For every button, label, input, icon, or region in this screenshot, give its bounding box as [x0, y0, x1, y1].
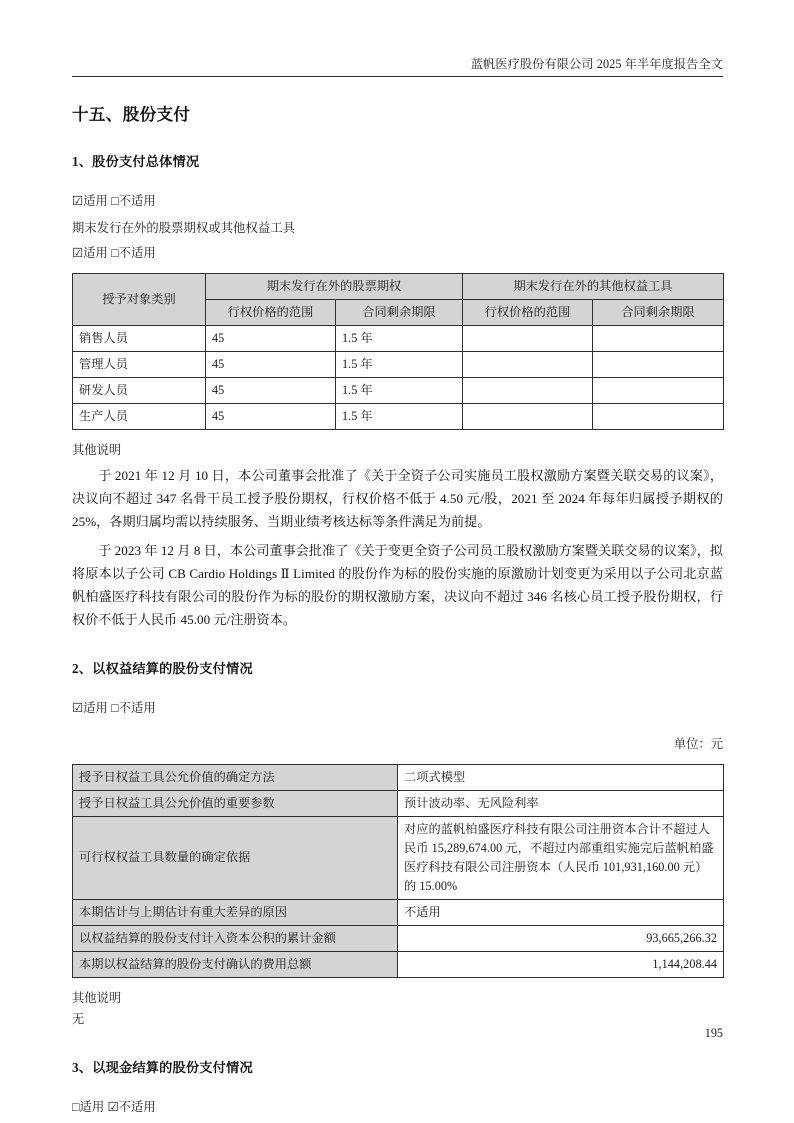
cell-remaining-term-2 — [593, 404, 724, 430]
table-row — [73, 404, 724, 430]
th-group-other-instruments: 期末发行在外的其他权益工具 — [463, 274, 724, 300]
cell-remaining-term-2 — [593, 352, 724, 378]
cell-value: 对应的蓝帆柏盛医疗科技有限公司注册资本合计不超过人民币 15,289,674.00 元，不超过内部重组实施完后蓝帆柏盛医疗科技有限公司注册资本（人民币 101,931,160.00 元）的 15.00% — [398, 816, 724, 899]
cell-category: 销售人员 — [73, 326, 206, 352]
page-title: 十五、股份支付 — [72, 105, 191, 124]
share-options-table — [72, 273, 724, 430]
subsection-1-title: 1、股份支付总体情况 — [72, 154, 200, 169]
cell-category: 管理人员 — [73, 352, 206, 378]
cell-remaining-term-2 — [593, 378, 724, 404]
applicability-4: □适用 ☑不适用 — [72, 1099, 156, 1114]
page-number: 195 — [704, 1026, 723, 1040]
cell-remaining-term-1: 1.5 年 — [336, 404, 463, 430]
cell-value: 预计波动率、无风险利率 — [398, 790, 724, 816]
cell-category: 生产人员 — [73, 404, 206, 430]
cell-remaining-term-1: 1.5 年 — [336, 326, 463, 352]
cell-price-range-1: 45 — [206, 352, 336, 378]
cell-price-range-2 — [463, 404, 593, 430]
table-row — [73, 951, 724, 977]
cell-value: 二项式模型 — [398, 764, 724, 790]
running-header: 蓝帆医疗股份有限公司 2025 年半年度报告全文 — [470, 57, 723, 71]
cell-price-range-1: 45 — [206, 404, 336, 430]
cell-category: 研发人员 — [73, 378, 206, 404]
cell-label: 以权益结算的股份支付计入资本公积的累计金额 — [73, 925, 398, 951]
table-row — [73, 326, 724, 352]
header-divider — [72, 76, 723, 77]
table-row — [73, 764, 724, 790]
th-price-range-1: 行权价格的范围 — [206, 300, 336, 326]
applicability-2: ☑适用 □不适用 — [72, 246, 156, 260]
cell-price-range-2 — [463, 378, 593, 404]
paragraph-2021-plan: 于 2021 年 12 月 10 日，本公司董事会批准了《关于全资子公司实施员工股权激励方案暨关联交易的议案》，决议向不超过 347 名骨干员工授予股份期权，行权价格不低于 4.50 元/股，2021 至 2024 年每年归属授予期权的 25%，各期归属均需以持续服务、当期业绩考核达标等条件满足为前提。 — [72, 468, 723, 529]
cell-label: 授予日权益工具公允价值的重要参数 — [73, 790, 398, 816]
th-price-range-2: 行权价格的范围 — [463, 300, 593, 326]
cell-remaining-term-2 — [593, 326, 724, 352]
cell-price-range-1: 45 — [206, 378, 336, 404]
equity-settled-table — [72, 764, 724, 978]
cell-label: 本期估计与上期估计有重大差异的原因 — [73, 899, 398, 925]
subsection-2-title: 2、以权益结算的股份支付情况 — [72, 660, 253, 676]
applicability-3: ☑适用 □不适用 — [72, 700, 156, 715]
cell-price-range-2 — [463, 326, 593, 352]
other-notes-label-1: 其他说明 — [72, 443, 122, 457]
table-row — [73, 790, 724, 816]
table-row — [73, 816, 724, 899]
cell-remaining-term-1: 1.5 年 — [336, 352, 463, 378]
cell-price-range-1: 45 — [206, 326, 336, 352]
cell-value: 不适用 — [398, 899, 724, 925]
th-remaining-term-2: 合同剩余期限 — [593, 300, 724, 326]
table-row — [73, 378, 724, 404]
applicability-1: ☑适用 □不适用 — [72, 194, 156, 208]
outstanding-instruments-label: 期末发行在外的股票期权或其他权益工具 — [72, 221, 296, 235]
th-category: 授予对象类别 — [73, 274, 206, 326]
cell-label: 本期以权益结算的股份支付确认的费用总额 — [73, 951, 398, 977]
table-row — [73, 352, 724, 378]
subsection-3-title: 3、以现金结算的股份支付情况 — [72, 1059, 253, 1075]
th-remaining-term-1: 合同剩余期限 — [336, 300, 463, 326]
other-notes-label-2: 其他说明 — [72, 990, 122, 1005]
other-notes-value: 无 — [72, 1011, 85, 1026]
cell-label: 授予日权益工具公允价值的确定方法 — [73, 764, 398, 790]
paragraph-2023-amendment: 于 2023 年 12 月 8 日，本公司董事会批准了《关于变更全资子公司员工股权激励方案暨关联交易的议案》，拟将原本以子公司 CB Cardio Holdings Ⅱ Limited 的股份作为标的股份实施的原激励计划变更为采用以子公司北京蓝帆柏盛医疗科技有限公司的股份作为标的股份的期权激励方案，决议向不超过 346 名核心员工授予股份期权，行权价不低于人民币 45.00 元/注册资本。 — [72, 543, 723, 627]
cell-value: 1,144,208.44 — [398, 951, 724, 977]
table-header-row-1 — [73, 274, 724, 300]
table-row — [73, 899, 724, 925]
table-row — [73, 925, 724, 951]
cell-label: 可行权权益工具数量的确定依据 — [73, 816, 398, 899]
th-group-share-options: 期末发行在外的股票期权 — [206, 274, 463, 300]
cell-value: 93,665,266.32 — [398, 925, 724, 951]
cell-remaining-term-1: 1.5 年 — [336, 378, 463, 404]
page-content — [72, 92, 723, 1115]
unit-label: 单位：元 — [673, 736, 723, 751]
cell-price-range-2 — [463, 352, 593, 378]
